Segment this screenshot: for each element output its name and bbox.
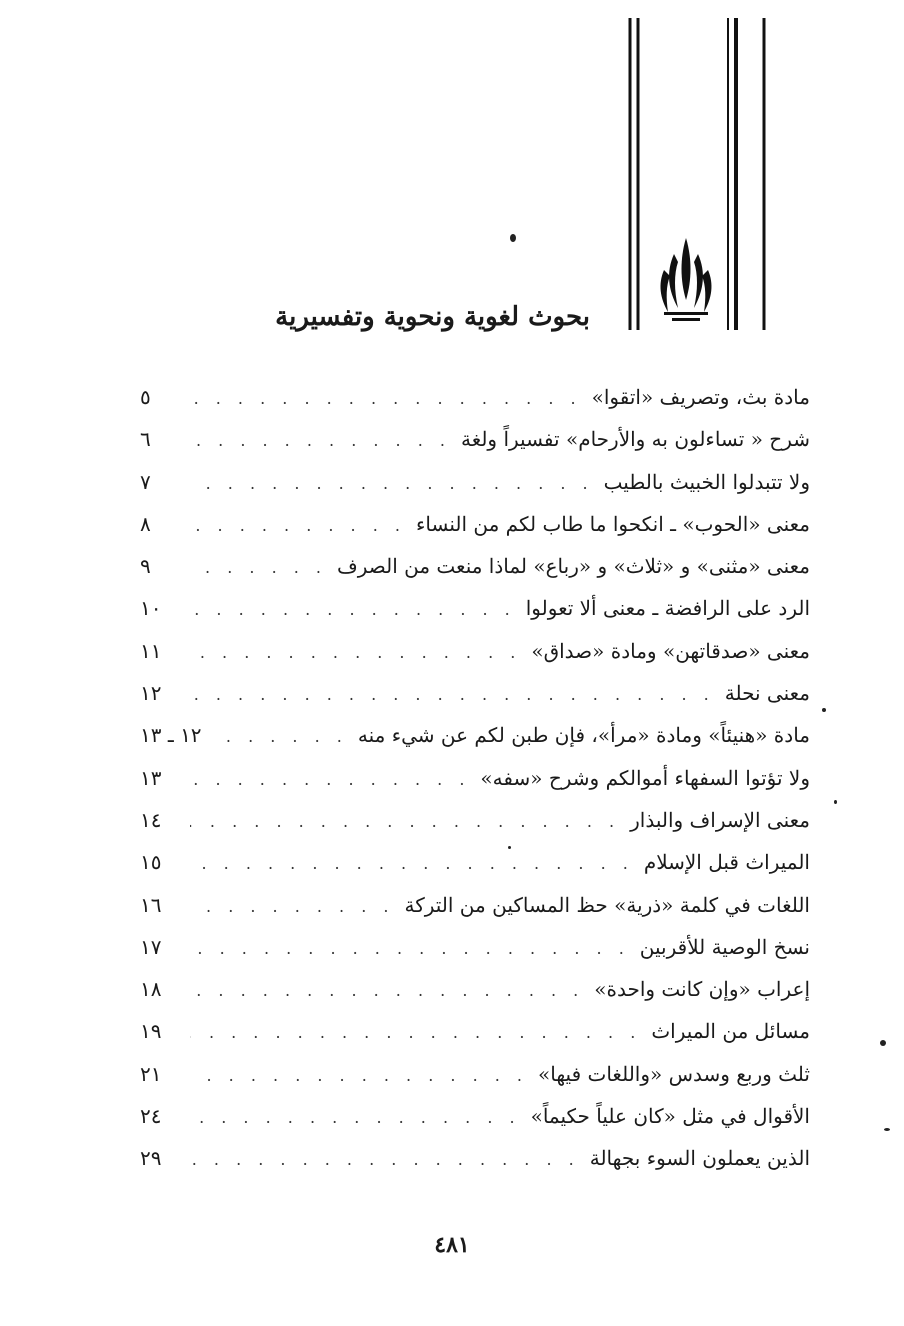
dot-leader xyxy=(190,431,451,450)
toc-entry-title: ولا تتبدلوا الخبيث بالطيب xyxy=(603,469,810,494)
toc-entry xyxy=(140,681,810,723)
toc-entry xyxy=(140,850,810,892)
page-number: ٤٨١ xyxy=(434,1232,470,1258)
toc-entry-title: الذين يعملون السوء بجهالة xyxy=(589,1146,810,1171)
toc-entry-page: ١٠ xyxy=(140,596,162,621)
dot-leader xyxy=(190,981,584,1000)
toc-entry xyxy=(140,554,810,596)
toc-entry-page: ٢٤ xyxy=(140,1104,162,1129)
toc-entry-title: مسائل من الميراث xyxy=(651,1019,810,1044)
toc-entry xyxy=(140,427,810,469)
scan-speck xyxy=(822,708,826,712)
fleur-de-lis-icon xyxy=(661,238,712,321)
toc-entry-page: ٢١ xyxy=(140,1061,162,1086)
toc-entry xyxy=(140,639,810,681)
toc-entry-page: ٦ xyxy=(140,427,151,452)
toc-entry-page: ٧ xyxy=(140,469,151,494)
ornamental-border xyxy=(628,18,768,330)
scan-speck xyxy=(880,1040,886,1046)
toc-entry xyxy=(140,766,810,808)
toc-entry xyxy=(140,512,810,554)
toc-entry xyxy=(140,385,810,427)
dot-leader xyxy=(190,558,327,577)
toc-entry xyxy=(140,596,810,638)
section-title: بحوث لغوية ونحوية وتفسيرية xyxy=(275,302,590,332)
dot-leader xyxy=(190,1023,641,1042)
toc-entry-page: ٥ xyxy=(140,385,151,409)
toc-entry xyxy=(140,893,810,935)
toc-entry-title: الميراث قبل الإسلام xyxy=(643,850,810,875)
toc-entry xyxy=(140,1062,810,1104)
dot-leader xyxy=(212,727,348,746)
toc-entry-title: نسخ الوصية للأقربين xyxy=(639,934,810,959)
dot-leader xyxy=(190,685,715,704)
toc-entry-title: اللغات في كلمة «ذرية» حظ المساكين من التركة xyxy=(404,892,810,917)
toc-entry-title: الأقوال في مثل «كان علياً حكيماً» xyxy=(530,1104,810,1129)
toc-entry-page: ١٥ xyxy=(140,850,162,875)
scan-speck xyxy=(834,800,837,804)
toc-entry-title: معنى «الحوب» ـ انكحوا ما طاب لكم من النساء xyxy=(415,511,810,536)
toc-entry xyxy=(140,1146,810,1188)
dot-leader xyxy=(190,474,594,493)
dot-leader xyxy=(190,854,634,873)
toc-entry-page: ٨ xyxy=(140,511,151,536)
toc-entry-title: معنى «مثنى» و «ثلاث» و «رباع» لماذا منعت من الصرف xyxy=(337,554,810,579)
dot-leader xyxy=(190,897,394,916)
toc-entry xyxy=(140,470,810,512)
dot-leader xyxy=(190,600,516,619)
dot-leader xyxy=(190,1108,521,1127)
dot-leader xyxy=(190,1066,528,1085)
toc-entry-page: ١٦ xyxy=(140,892,162,917)
toc-entry xyxy=(140,1019,810,1061)
toc-entry-page: ١٧ xyxy=(140,934,162,959)
scan-speck xyxy=(884,1128,890,1131)
toc-entry xyxy=(140,808,810,850)
toc-entry-title: إعراب «وإن كانت واحدة» xyxy=(594,977,810,1002)
dot-leader xyxy=(190,389,582,408)
toc-entry-title: ثلث وربع وسدس «واللغات فيها» xyxy=(538,1061,810,1086)
toc-entry-title: الرد على الرافضة ـ معنى ألا تعولوا xyxy=(525,596,810,621)
dot-leader xyxy=(190,643,521,662)
toc-entry-page: ١١ xyxy=(140,638,162,663)
toc-entry-page: ١٨ xyxy=(140,977,162,1002)
toc-entry-page: ٩ xyxy=(140,554,151,579)
scan-speck xyxy=(510,234,516,242)
toc-entry-page: ٢٩ xyxy=(140,1146,162,1171)
dot-leader xyxy=(190,770,470,789)
dot-leader xyxy=(190,939,630,958)
toc-entry-title: مادة بث، وتصريف «اتقوا» xyxy=(591,385,810,409)
toc-entry xyxy=(140,1104,810,1146)
toc-entry-title: مادة «هنيئاً» ومادة «مرأ»، فإن طبن لكم عن شيء منه xyxy=(357,723,810,748)
toc-entry-title: معنى «صدقاتهن» ومادة «صداق» xyxy=(531,638,810,663)
table-of-contents xyxy=(140,385,810,1189)
toc-entry xyxy=(140,723,810,765)
toc-entry-page: ١٢ xyxy=(140,681,162,706)
dot-leader xyxy=(190,516,406,535)
toc-entry-title: معنى نحلة xyxy=(724,681,810,706)
toc-entry-page: ١٤ xyxy=(140,807,162,832)
toc-entry-title: شرح « تساءلون به والأرحام» تفسيراً ولغة xyxy=(460,427,810,452)
toc-entry-title: معنى الإسراف والبذار xyxy=(630,807,810,832)
toc-entry-page: ١٩ xyxy=(140,1019,162,1044)
toc-entry xyxy=(140,935,810,977)
toc-entry-page: ١٢ ـ ١٣ xyxy=(140,723,202,748)
dot-leader xyxy=(190,1150,580,1169)
toc-entry xyxy=(140,977,810,1019)
dot-leader xyxy=(190,812,620,831)
scan-speck xyxy=(508,846,511,849)
toc-entry-page: ١٣ xyxy=(140,765,162,790)
toc-entry-title: ولا تؤتوا السفهاء أموالكم وشرح «سفه» xyxy=(480,765,810,790)
